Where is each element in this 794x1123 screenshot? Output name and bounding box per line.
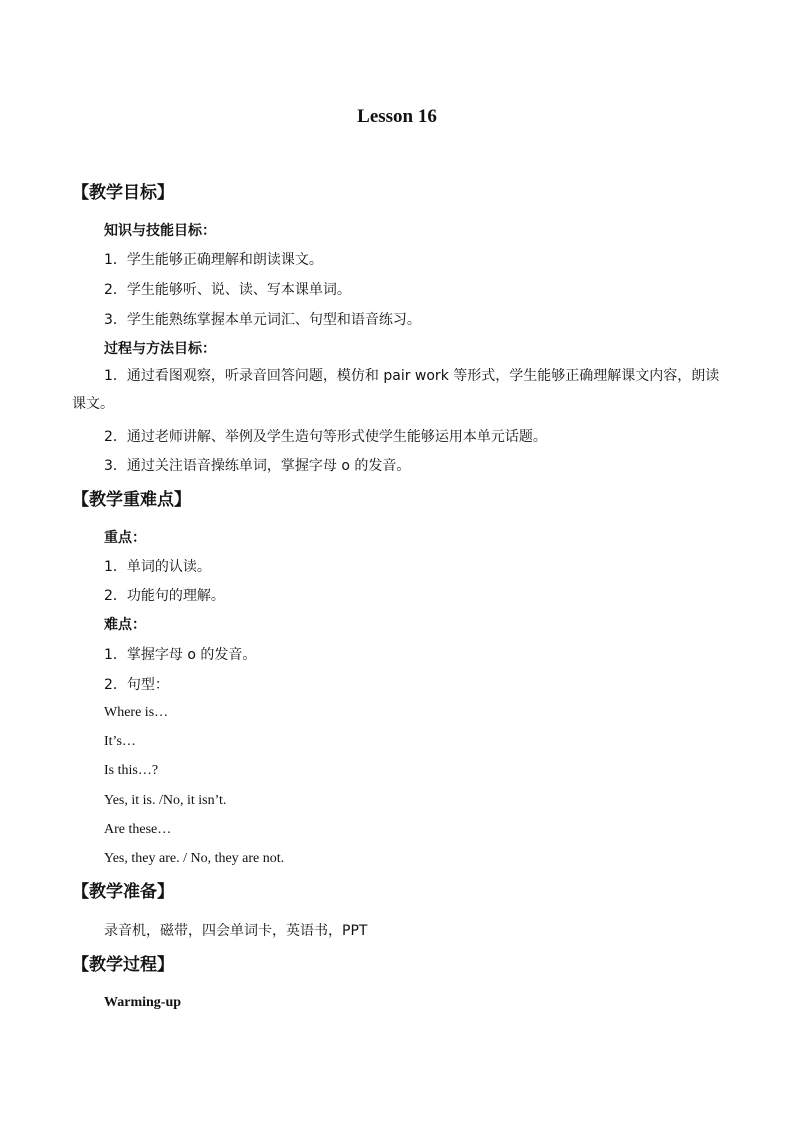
objective-item: 1．通过看图观察，听录音回答问题，模仿和 pair work 等形式，学生能够正确理解课文内容，朗读课文。 [72, 368, 720, 412]
sentence-pattern: Where is… [104, 705, 169, 720]
objective-item: 3．学生能熟练掌握本单元词汇、句型和语音练习。 [104, 312, 421, 328]
sentence-pattern: Is this…? [104, 763, 159, 778]
key-point-item: 2．功能句的理解。 [104, 588, 225, 604]
sentence-pattern: Yes, it is. /No, it isn’t. [104, 793, 227, 808]
sentence-pattern: It’s… [104, 734, 136, 749]
section-heading-objectives: 【教学目标】 [72, 183, 174, 203]
key-point-item: 1．单词的认读。 [104, 559, 211, 575]
section-heading-key-points: 【教学重难点】 [72, 490, 191, 510]
important-points-heading: 重点： [104, 530, 146, 546]
knowledge-skill-heading: 知识与技能目标： [104, 223, 216, 239]
objective-item: 2．通过老师讲解、举例及学生造句等形式使学生能够运用本单元话题。 [104, 429, 547, 445]
sentence-pattern: Are these… [104, 822, 172, 837]
sentence-pattern: Yes, they are. / No, they are not. [104, 851, 285, 866]
difficult-point-item: 2．句型： [104, 677, 169, 693]
preparation-materials: 录音机，磁带，四会单词卡，英语书，PPT [104, 923, 368, 939]
section-heading-procedure: 【教学过程】 [72, 955, 174, 975]
section-heading-preparation: 【教学准备】 [72, 882, 174, 902]
difficult-points-heading: 难点： [104, 617, 146, 633]
objective-item: 1．学生能够正确理解和朗读课文。 [104, 252, 323, 268]
difficult-point-item: 1．掌握字母 o 的发音。 [104, 647, 257, 663]
objective-item: 3．通过关注语音操练单词，掌握字母 o 的发音。 [104, 458, 411, 474]
lesson-title: Lesson 16 [357, 106, 437, 127]
process-method-heading: 过程与方法目标： [104, 341, 216, 357]
objective-item: 2．学生能够听、说、读、写本课单词。 [104, 282, 351, 298]
procedure-step-warming-up: Warming-up [104, 995, 182, 1010]
